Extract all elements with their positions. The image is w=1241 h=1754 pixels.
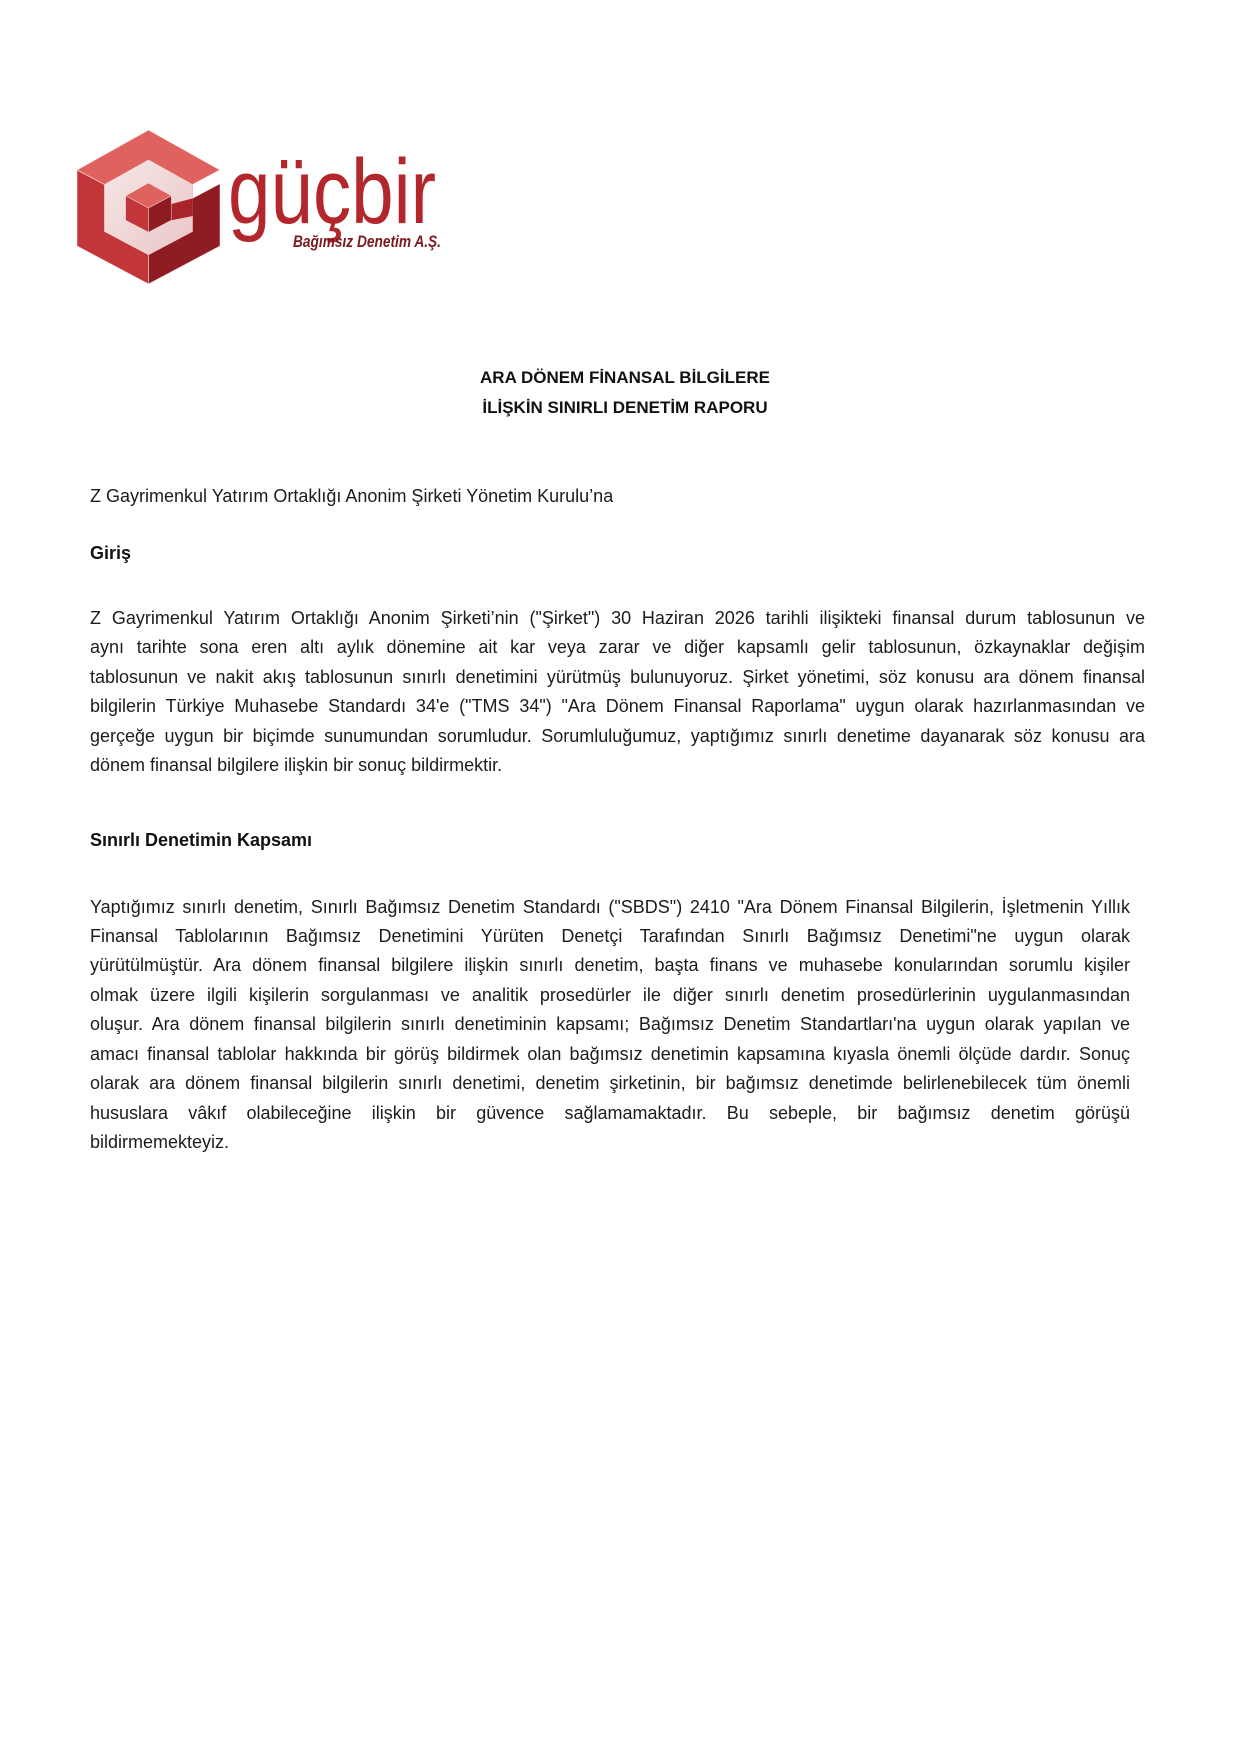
- company-logo: [76, 128, 446, 288]
- paragraph-line: bildirmemekteyiz.: [90, 1132, 230, 1152]
- paragraph-line: gerçeğe uygun bir biçimde sunumundan sorumludur. Sorumluluğumuz, yaptığımız sınırlı denetime dayanarak söz konusu ara: [90, 725, 1145, 746]
- paragraph-line: bilgilerin Türkiye Muhasebe Standardı 34'e ("TMS 34") "Ara Dönem Finansal Raporlama" uygun olarak hazırlanmasından ve: [90, 696, 1145, 716]
- paragraph-line: yürütülmüştür. Ara dönem finansal bilgilere ilişkin sınırlı denetim, başta finans ve muhasebe konularından sorumlu kişiler: [90, 955, 1130, 976]
- report-title-line-1: ARA DÖNEM FİNANSAL BİLGİLERE: [480, 368, 770, 387]
- paragraph-line: amacı finansal tablolar hakkında bir görüş bildirmek olan bağımsız denetimin kapsamına kıyasla önemli ölçüde dardır. Sonuç: [90, 1043, 1130, 1064]
- logo-tagline: Bağımsız Denetim A.Ş.: [293, 232, 441, 251]
- paragraph-line: olmak üzere ilgili kişilerin sorgulanması ve analitik prosedürler ile diğer sınırlı denetim prosedürlerinin uygulanmasından: [90, 984, 1130, 1005]
- section-heading-intro: Giriş: [90, 543, 132, 563]
- section-heading-scope: Sınırlı Denetimin Kapsamı: [90, 830, 313, 850]
- paragraph-line: tablosunun ve nakit akış tablosunun sınırlı denetimini yürütmüş bulunuyoruz. Şirket yönetimi, söz konusu ara dönem finansal: [90, 666, 1145, 687]
- paragraph-line: hususlara vâkıf olabileceğine ilişkin bir güvence sağlamamaktadır. Bu sebeple, bir bağımsız denetim görüşü: [90, 1102, 1130, 1123]
- paragraph-line: aynı tarihte sona eren altı aylık dönemine ait kar veya zarar ve diğer kapsamlı gelir tablosunun, özkaynaklar değişim: [90, 637, 1145, 657]
- logo-wordmark: güçbir: [228, 141, 436, 243]
- paragraph-line: dönem finansal bilgilere ilişkin bir sonuç bildirmektir.: [90, 755, 503, 775]
- paragraph-line: Yaptığımız sınırlı denetim, Sınırlı Bağımsız Denetim Standardı ("SBDS") 2410 "Ara Dönem Finansal Bilgilerin, İşletmenin Yıllık: [90, 896, 1130, 917]
- paragraph-line: oluşur. Ara dönem finansal bilgilerin sınırlı denetiminin kapsamı; Bağımsız Denetim Standartları'na uygun olarak yapılan ve: [90, 1014, 1130, 1035]
- paragraph-line: olarak ara dönem finansal bilgilerin sınırlı denetimi, denetim şirketinin, bir bağımsız denetimde belirlenebilecek tüm önemli: [90, 1073, 1130, 1094]
- cube-logo-icon: [77, 130, 220, 284]
- report-title-line-2: İLİŞKİN SINIRLI DENETİM RAPORU: [482, 398, 768, 417]
- addressee: Z Gayrimenkul Yatırım Ortaklığı Anonim Şirketi Yönetim Kurulu’na: [90, 486, 614, 506]
- intro-paragraph: [90, 604, 1145, 781]
- paragraph-line: Finansal Tablolarının Bağımsız Denetimini Yürüten Denetçi Tarafından Sınırlı Bağımsız Denetimi"ne uygun olarak: [90, 925, 1130, 946]
- scope-paragraph: [90, 893, 1130, 1158]
- paragraph-line: Z Gayrimenkul Yatırım Ortaklığı Anonim Şirketi’nin ("Şirket") 30 Haziran 2026 tarihli ilişikteki finansal durum tablosunun ve: [90, 607, 1145, 628]
